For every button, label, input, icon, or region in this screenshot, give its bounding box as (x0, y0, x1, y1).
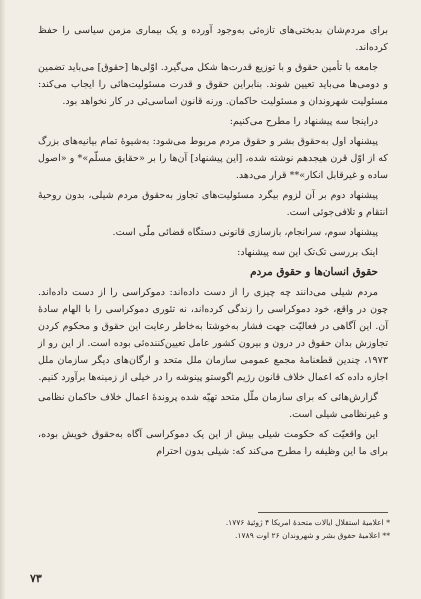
paragraph: گزارش‌هائی که برای سازمان ملّل متحد تهیّه شده پروندهٔ اعمال خلاف حاکمان نظامی و غیرنظامی شیلی است. (38, 392, 388, 420)
footnote: ** اعلامیهٔ حقوق بشر و شهروندان ۲۶ اوت ۱۷۸۹. (235, 531, 390, 540)
paragraph: پیشنهاد اول به‌حقوق بشر و حقوق مردم مربوط می‌شود: به‌شیوهٔ تمام بیانیه‌های بزرگ که از اوّل قرن هیجدهم نوشته شده، [این پیشنهاد] آن‌ها را بر «حقایق مسلّم»* و «اصول ساده و غیرقابل انکار»** قرار می‌دهد. (38, 136, 388, 181)
paragraph: جامعه با تأمین حقوق و با توزیع قدرت‌ها شکل می‌گیرد. اوّلی‌ها [حقوق] می‌باید تضمین و دومی‌ها می‌باید تعیین شوند. بنابراین حقوق و قدرت مسئولیت‌هائی را ایجاب می‌کند: مسئولیت شهروندان و مسئولیت حاکمان. ورنه قانون اساسی‌ئی در کار نخواهد بود. (38, 62, 388, 107)
paragraph: مردم شیلی می‌دانند چه چیزی را از دست داده‌اند: دموکراسی را از دست داده‌اند. چون در واقع، خود دموکراسی را زندگی کرده‌اند، نه تئوری دموکراسی را با الهام سادهٔ آن. این آگاهی در فعالیّت جهت فشار به‌خوشتا به‌خاطر رعایت این حقوق و محکوم کردن تجاوزش بدان حقوق در درون و بیرون کشور عامل تعیین‌کننده‌ئی بوده است. از این رو از ۱۹۷۳، چندین قطعنامهٔ مجمع عمومی سازمان ملل متحد و ارگان‌های دیگر سازمان ملل اجازه داده که اعمال خلاف قانون رژیم اگوستو پینوشه را در خیلی از زمینه‌ها برآورد کنیم. (38, 287, 388, 383)
paragraph: دراینجا سه پیشنهاد را مطرح می‌کنیم: (229, 116, 378, 127)
footnotes (34, 516, 390, 542)
main-text (38, 22, 388, 463)
paragraph: پیشنهاد دوم بر آن لزوم بیگرد مسئولیت‌های تجاوز به‌حقوق مردم شیلی، بدون روحیهٔ انتقام و تلافی‌جوئی است. (38, 190, 388, 218)
paragraph: اینک بررسی تک‌تک این سه پیشنهاد: (237, 247, 378, 258)
footnote-divider (258, 512, 388, 513)
paragraph: این واقعیّت که حکومت شیلی بیش از این یک دموکراسی آگاه به‌حقوق خویش بوده، برای ما این وظیفه را مطرح می‌کند که: شیلی بدون احترام (38, 429, 388, 457)
paragraph: پیشنهاد سوم، سرانجام، بازسازی قانونی دستگاه قضائی ملّی است. (112, 227, 378, 238)
section-heading: حقوق انسان‌ها و حقوق مردم (250, 266, 378, 278)
page-spine-shadow (0, 0, 6, 599)
page-number: ۷۳ (30, 572, 42, 585)
footnote: * اعلامیهٔ استقلال ایالات متحدهٔ امریکا ۴ ژوئیهٔ ۱۷۷۶. (225, 518, 390, 527)
paragraph: برای مردم‌شان بدبختی‌های تازه‌ئی به‌وجود آورده و یک بیماری مزمن سیاسی را حفظ کرده‌اند. (38, 25, 388, 53)
